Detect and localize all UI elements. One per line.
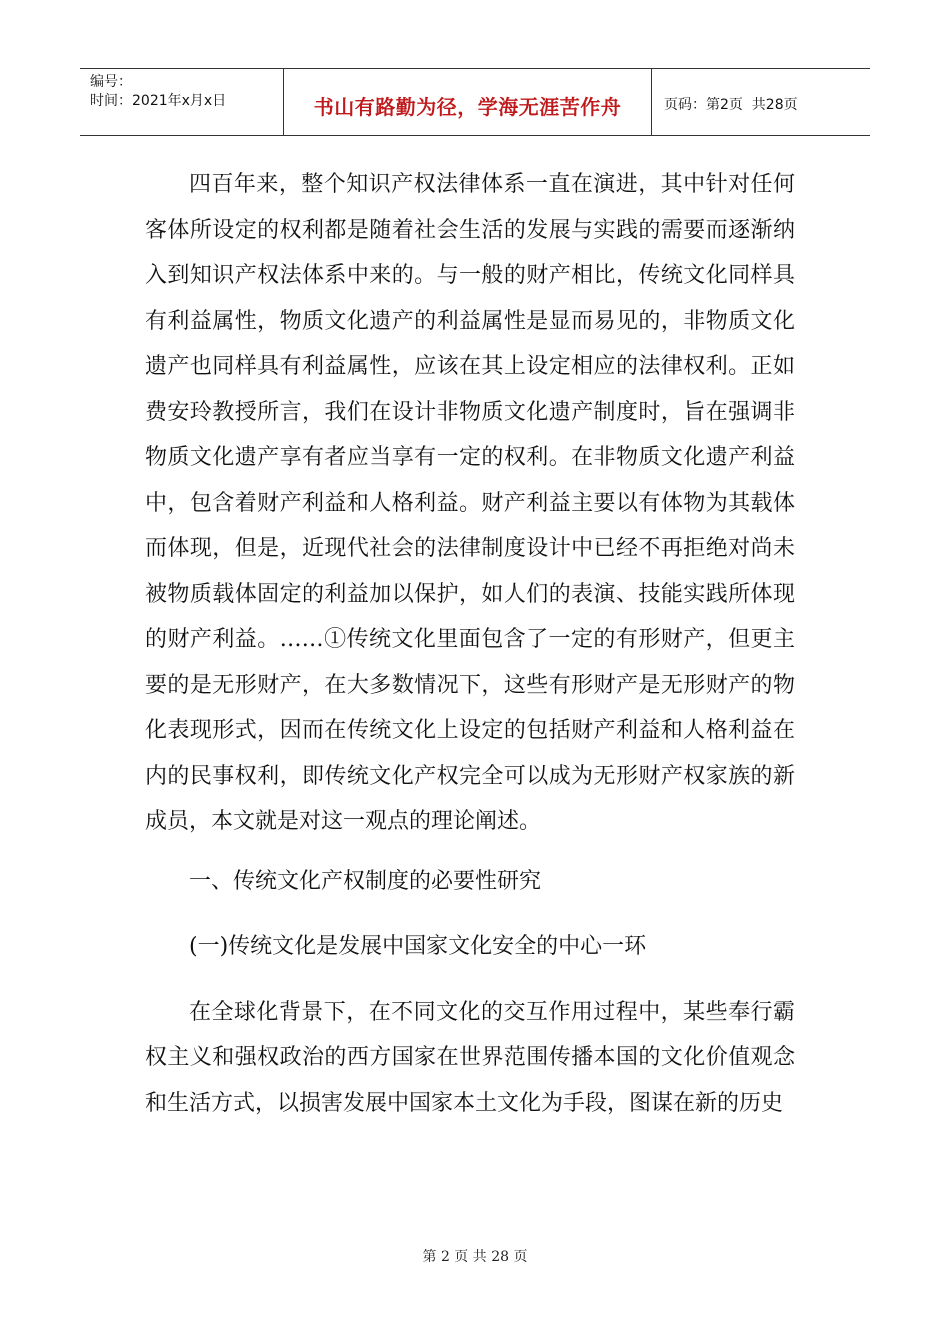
- body-paragraph: 四百年来，整个知识产权法律体系一直在演进，其中针对任何客体所设定的权利都是随着社会生活的发展与实践的需要而逐渐纳入到知识产权法体系中来的。与一般的财产相比，传统文化同样具有利益属性，物质文化遗产的利益属性是显而易见的，非物质文化遗产也同样具有利益属性，应该在其上设定相应的法律权利。正如费安玲教授所言，我们在设计非物质文化遗产制度时，旨在强调非物质文化遗产享有者应当享有一定的权利。在非物质文化遗产利益中，包含着财产利益和人格利益。财产利益主要以有体物为其载体而体现，但是，近现代社会的法律制度设计中已经不再拒绝对尚未被物质载体固定的利益加以保护，如人们的表演、技能实践所体现的财产利益。……①传统文化里面包含了一定的有形财产，但更主要的是无形财产，在大多数情况下，这些有形财产是无形财产的物化表现形式，因而在传统文化上设定的包括财产利益和人格利益在内的民事权利，即传统文化产权完全可以成为无形财产权家族的新成员，本文就是对这一观点的理论阐述。: [145, 172, 795, 834]
- body-paragraph: 在全球化背景下，在不同文化的交互作用过程中，某些奉行霸权主义和强权政治的西方国家在世界范围传播本国的文化价值观念和生活方式，以损害发展中国家本土文化为手段，图谋在新的历史: [145, 999, 795, 1116]
- page-header: [80, 68, 870, 136]
- header-meta: [90, 73, 280, 111]
- header-motto: 书山有路勤为径，学海无涯苦作舟: [313, 95, 622, 119]
- header-divider: [651, 69, 652, 136]
- section-heading: 一、传统文化产权制度的必要性研究: [189, 868, 542, 894]
- subsection-heading: (一)传统文化是发展中国家文化安全的中心一环: [189, 934, 647, 959]
- header-page-number: 页码：第2页 共28页: [664, 97, 798, 113]
- document-number-label: 编号：: [90, 74, 132, 90]
- page-footer: 第 2 页 共 28 页: [422, 1249, 528, 1265]
- document-time-label: 时间：2021年x月x日: [90, 93, 227, 109]
- document-body: [145, 162, 795, 1126]
